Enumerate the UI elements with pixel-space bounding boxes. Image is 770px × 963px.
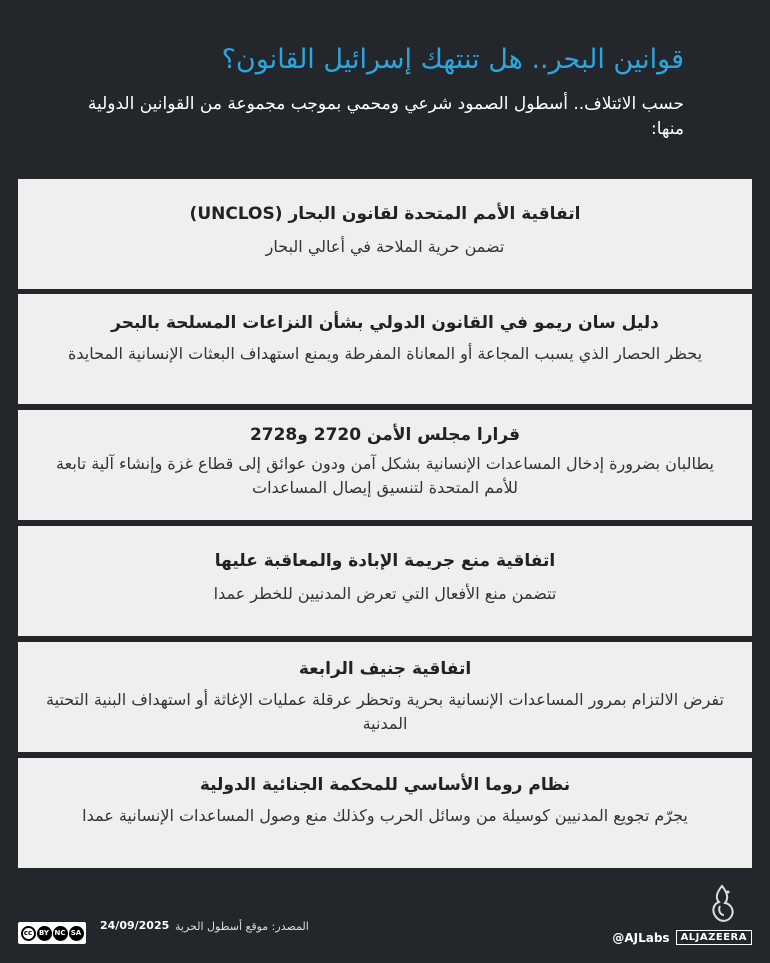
card-title: قرارا مجلس الأمن 2720 و2728 — [249, 425, 521, 445]
ajlabs-handle: @AJLabs — [612, 930, 670, 945]
card-desc: يجرّم تجويع المدنيين كوسيلة من وسائل الحرب وكذلك منع وصول المساعدات الإنسانية عمدا — [82, 806, 688, 825]
law-card — [18, 758, 752, 868]
footer-source: المصدر: موقع أسطول الحرية — [175, 920, 309, 933]
cc-by-icon: BY — [37, 926, 52, 941]
card-title: نظام روما الأساسي للمحكمة الجنائية الدولية — [199, 775, 571, 795]
cc-nc-icon: NC — [53, 926, 68, 941]
cc-icon: cc — [21, 926, 36, 941]
card-desc: تفرض الالتزام بمرور المساعدات الإنسانية بحرية وتحظر عرقلة عمليات الإغاثة أو استهداف البنية التحتية المدنية — [46, 690, 724, 733]
law-card — [18, 179, 752, 289]
cc-license-badge — [18, 922, 86, 944]
card-desc: تتضمن منع الأفعال التي تعرض المدنيين للخطر عمدا — [213, 584, 557, 603]
aljazeera-logo-icon — [707, 884, 737, 924]
brand-footer — [612, 930, 752, 945]
footer-date: 24/09/2025 — [100, 919, 170, 932]
cc-sa-icon: SA — [69, 926, 84, 941]
card-title: اتفاقية منع جريمة الإبادة والمعاقبة عليها — [214, 551, 556, 571]
card-desc: يطالبان بضرورة إدخال المساعدات الإنسانية بشكل آمن ودون عوائق إلى قطاع غزة وإنشاء آلية تابعة للأمم المتحدة لتنسيق إيصال المساعدات — [56, 454, 714, 497]
law-card — [18, 410, 752, 520]
card-title: اتفاقية الأمم المتحدة لقانون البحار (UNCLOS) — [189, 204, 581, 224]
card-title: اتفاقية جنيف الرابعة — [298, 659, 472, 679]
aljazeera-wordmark: ALJAZEERA — [676, 930, 752, 945]
law-card — [18, 294, 752, 404]
law-card — [18, 526, 752, 636]
card-desc: تضمن حرية الملاحة في أعالي البحار — [265, 237, 505, 256]
intro-text: حسب الائتلاف.. أسطول الصمود شرعي ومحمي بموجب مجموعة من القوانين الدولية منها: — [87, 94, 684, 139]
card-title: دليل سان ريمو في القانون الدولي بشأن النزاعات المسلحة بالبحر — [111, 313, 659, 333]
page-title: قوانين البحر.. هل تنتهك إسرائيل القانون؟ — [221, 44, 684, 75]
law-card — [18, 642, 752, 752]
card-desc: يحظر الحصار الذي يسبب المجاعة أو المعاناة المفرطة ويمنع استهداف البعثات الإنسانية المحايدة — [67, 344, 703, 363]
